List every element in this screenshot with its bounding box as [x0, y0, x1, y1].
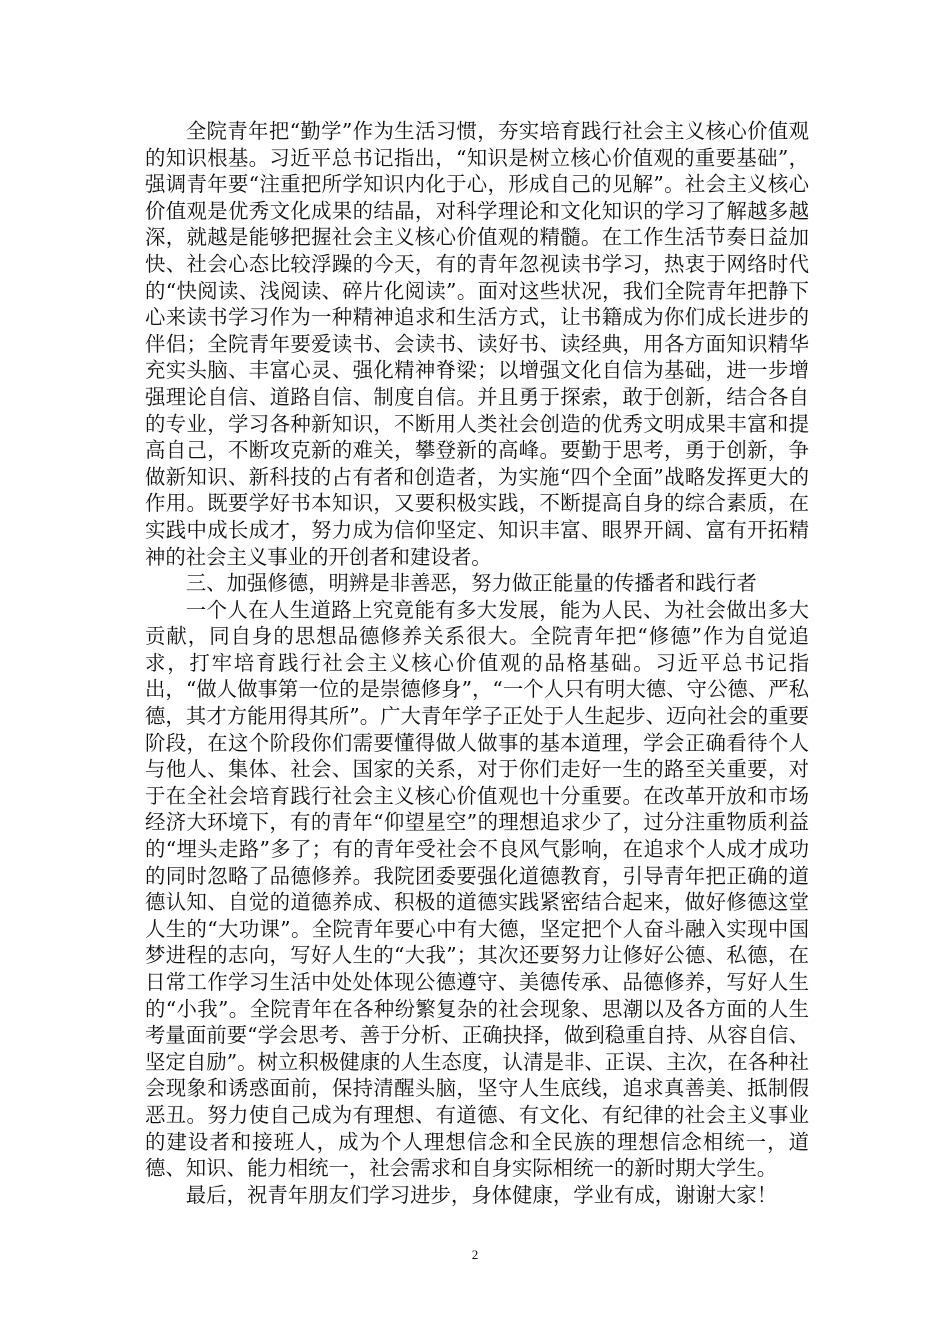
document-body [145, 118, 809, 1208]
paragraph-study-habit: 全院青年把“勤学”作为生活习惯，夯实培育践行社会主义核心价值观的知识根基。习近平总书记指出，“知识是树立核心价值观的重要基础”，强调青年要“注重把所学知识内化于心，形成自己的见解”。社会主义核心价值观是优秀文化成果的结晶，对科学理论和文化知识的学习了解越多越深，就越是能够把握社会主义核心价值观的精髓。在工作生活节奏日益加快、社会心态比较浮躁的今天，有的青年忽视读书学习，热衷于网络时代的“快阅读、浅阅读、碎片化阅读”。面对这些状况，我们全院青年把静下心来读书学习作为一种精神追求和生活方式，让书籍成为你们成长进步的伴侣；全院青年要爱读书、会读书、读好书、读经典，用各方面知识精华充实头脑、丰富心灵、强化精神脊梁；以增强文化自信为基础，进一步增强理论自信、道路自信、制度自信。并且勇于探索，敢于创新，结合各自的专业，学习各种新知识，不断用人类社会创造的优秀文明成果丰富和提高自己，不断攻克新的难关，攀登新的高峰。要勤于思考，勇于创新，争做新知识、新科技的占有者和创造者，为实施“四个全面”战略发挥更大的作用。既要学好书本知识，又要积极实践，不断提高自身的综合素质，在实践中成长成才，努力成为信仰坚定、知识丰富、眼界开阔、富有开拓精神的社会主义事业的开创者和建设者。 [145, 119, 809, 569]
section-heading-virtue: 三、加强修德，明辨是非善恶，努力做正能量的传播者和践行者 [185, 571, 757, 596]
paragraph-closing: 最后，祝青年朋友们学习进步，身体健康，学业有成，谢谢大家！ [185, 1182, 778, 1207]
page-number: 2 [471, 1247, 479, 1262]
paragraph-moral-cultivation: 一个人在人生道路上究竟能有多大发展，能为人民、为社会做出多大贡献，同自身的思想品德修养关系很大。全院青年把“修德”作为自觉追求，打牢培育践行社会主义核心价值观的品格基础。习近平总书记指出，“做人做事第一位的是崇德修身”，“一个人只有明大德、守公德、严私德，其才方能用得其所”。广大青年学子正处于人生起步、迈向社会的重要阶段，在这个阶段你们需要懂得做人做事的基本道理，学会正确看待个人与他人、集体、社会、国家的关系，对于你们走好一生的路至关重要，对于在全社会培育践行社会主义核心价值观也十分重要。在改革开放和市场经济大环境下，有的青年“仰望星空”的理想追求少了，过分注重物质利益的“埋头走路”多了；有的青年受社会不良风气影响，在追求个人成才成功的同时忽略了品德修养。我院团委要强化道德教育，引导青年把正确的道德认知、自觉的道德养成、积极的道德实践紧密结合起来，做好修德这堂人生的“大功课”。全院青年要心中有大德，坚定把个人奋斗融入实现中国梦进程的志向，写好人生的“大我”；其次还要努力让修好公德、私德，在日常工作学习生活中处处体现公德遵守、美德传承、品德修养，写好人生的“小我”。全院青年在各种纷繁复杂的社会现象、思潮以及各方面的人生考量面前要“学会思考、善于分析、正确抉择，做到稳重自持、从容自信、坚定自励”。树立积极健康的人生态度，认清是非、正误、主次，在各种社会现象和诱惑面前，保持清醒头脑，坚守人生底线，追求真善美、抵制假恶丑。努力使自己成为有理想、有道德、有文化、有纪律的社会主义事业的建设者和接班人，成为个人理想信念和全民族的理想信念相统一，道德、知识、能力相统一，社会需求和自身实际相统一的新时期大学生。 [145, 597, 809, 1181]
